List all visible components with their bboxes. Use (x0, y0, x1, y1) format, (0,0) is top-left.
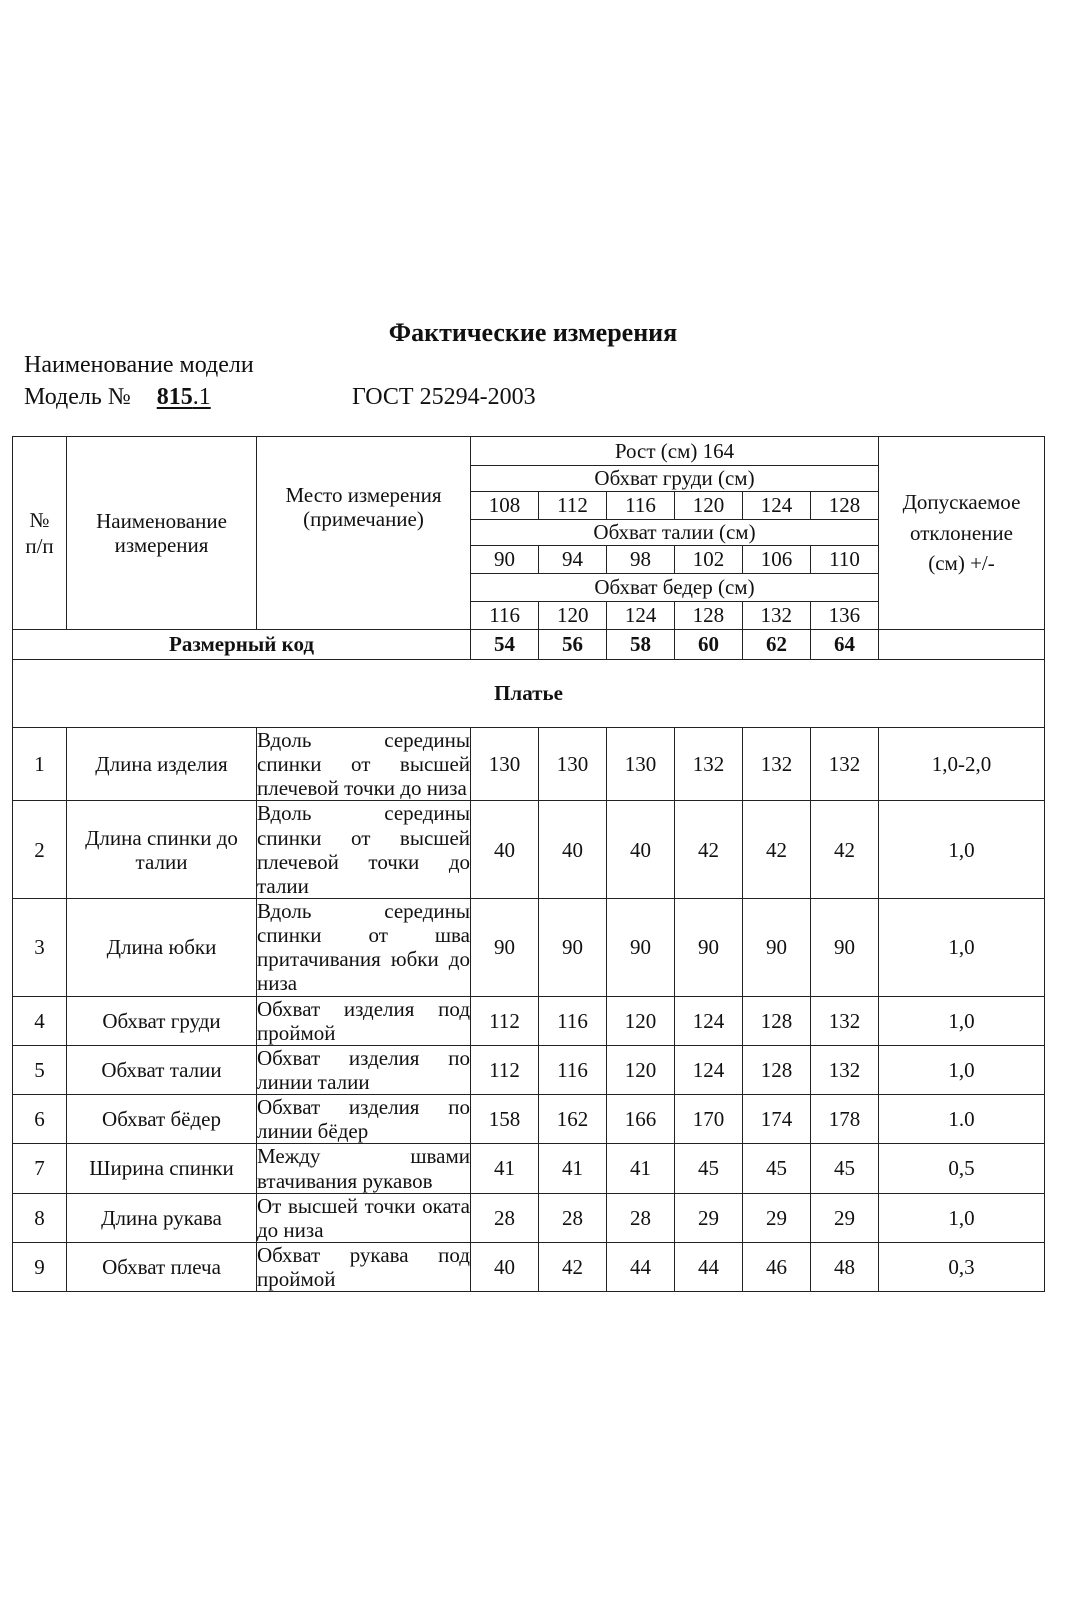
hips-value: 128 (674, 601, 742, 629)
row-value: 40 (471, 1242, 539, 1291)
hips-subtable (471, 574, 878, 629)
waist-value: 90 (471, 546, 539, 574)
hips-header: Обхват бедер (см) (471, 574, 878, 601)
row-number: 7 (13, 1144, 67, 1193)
row-note-line: притачивания юбки до (257, 947, 470, 972)
row-value: 120 (607, 996, 675, 1045)
row-value: 124 (675, 1045, 743, 1094)
row-note-line: спинки от высшей (257, 752, 470, 777)
row-value: 132 (675, 728, 743, 801)
size-code-row (13, 630, 1045, 660)
col-place-header: Место измерения (примечание) (257, 437, 471, 630)
row-value: 116 (539, 996, 607, 1045)
table-row (13, 1242, 1045, 1291)
hips-value: 124 (607, 601, 675, 629)
chest-header: Обхват груди (см) (471, 466, 879, 492)
waist-value: 102 (675, 546, 743, 574)
row-name: Обхват бёдер (67, 1095, 257, 1144)
row-value: 42 (811, 801, 879, 899)
row-note (257, 1144, 471, 1193)
row-note (257, 1193, 471, 1242)
row-value: 158 (471, 1095, 539, 1144)
row-value: 42 (675, 801, 743, 899)
row-note-line: плечевой точки до низа (257, 776, 467, 801)
row-number: 1 (13, 728, 67, 801)
size-code-label: Размерный код (13, 630, 471, 660)
row-value: 41 (539, 1144, 607, 1193)
row-tolerance: 1,0 (879, 1193, 1045, 1242)
row-value: 170 (675, 1095, 743, 1144)
row-note-line: Обхват изделия по (257, 1095, 470, 1120)
row-value: 162 (539, 1095, 607, 1144)
model-number-value: 815.1 (156, 384, 211, 410)
row-value: 116 (539, 1045, 607, 1094)
row-value: 28 (539, 1193, 607, 1242)
row-value: 132 (743, 728, 811, 801)
row-tolerance: 0,3 (879, 1242, 1045, 1291)
row-value: 90 (675, 898, 743, 996)
row-value: 130 (539, 728, 607, 801)
row-value: 28 (607, 1193, 675, 1242)
model-number-label: Модель № (24, 384, 131, 410)
table-row (13, 801, 1045, 899)
row-value: 44 (675, 1242, 743, 1291)
row-value: 132 (811, 728, 879, 801)
chest-value: 124 (743, 492, 811, 520)
row-value: 28 (471, 1193, 539, 1242)
row-name: Обхват талии (67, 1045, 257, 1094)
row-number: 5 (13, 1045, 67, 1094)
row-tolerance: 1,0 (879, 898, 1045, 996)
row-name: Обхват плеча (67, 1242, 257, 1291)
waist-value: 94 (539, 546, 607, 574)
size-code: 56 (539, 630, 607, 660)
table-row (13, 728, 1045, 801)
row-number: 9 (13, 1242, 67, 1291)
table-row (13, 996, 1045, 1045)
table-row (13, 1144, 1045, 1193)
row-number: 6 (13, 1095, 67, 1144)
row-name: Ширина спинки (67, 1144, 257, 1193)
row-name: Длина спинки до талии (67, 801, 257, 899)
row-note (257, 1242, 471, 1291)
row-note-line: Между швами (257, 1144, 470, 1169)
row-value: 178 (811, 1095, 879, 1144)
row-value: 44 (607, 1242, 675, 1291)
row-value: 29 (811, 1193, 879, 1242)
row-note-line: линии талии (257, 1069, 370, 1094)
row-value: 40 (471, 801, 539, 899)
row-value: 90 (811, 898, 879, 996)
row-note-line: проймой (257, 1267, 336, 1292)
row-value: 132 (811, 996, 879, 1045)
chest-value: 116 (607, 492, 675, 520)
col-num-header: № п/п (13, 437, 67, 630)
size-code: 62 (743, 630, 811, 660)
model-number-line (24, 384, 217, 411)
row-note (257, 996, 471, 1045)
row-name: Длина изделия (67, 728, 257, 801)
measurement-table (12, 436, 1045, 1292)
row-name: Длина юбки (67, 898, 257, 996)
row-note-line: до низа (257, 1217, 324, 1242)
row-note-line: Обхват изделия под (257, 996, 470, 1021)
hips-value: 136 (828, 603, 861, 628)
row-number: 2 (13, 801, 67, 899)
waist-header: Обхват талии (см) (471, 520, 879, 546)
row-note-line: втачивания рукавов (257, 1168, 433, 1193)
row-note (257, 898, 471, 996)
row-value: 29 (675, 1193, 743, 1242)
row-note-line: талии (257, 873, 309, 898)
row-note-line: проймой (257, 1020, 336, 1045)
row-note-line: плечевой точки до (257, 849, 470, 874)
row-note-line: спинки от шва (257, 923, 470, 948)
size-code: 64 (811, 630, 879, 660)
row-value: 45 (675, 1144, 743, 1193)
chest-value: 120 (675, 492, 743, 520)
table-row (13, 1095, 1045, 1144)
col-tolerance-header: Допускаемое отклонение (см) +/- (879, 437, 1045, 630)
row-value: 40 (607, 801, 675, 899)
row-value: 40 (539, 801, 607, 899)
row-note (257, 1045, 471, 1094)
row-tolerance: 1,0 (879, 996, 1045, 1045)
row-number: 8 (13, 1193, 67, 1242)
row-note-line: От высшей точки оката (257, 1193, 470, 1218)
table-row (13, 1045, 1045, 1094)
row-name: Длина рукава (67, 1193, 257, 1242)
row-name: Обхват груди (67, 996, 257, 1045)
row-value: 42 (743, 801, 811, 899)
hips-value: 120 (539, 601, 607, 629)
row-note (257, 1095, 471, 1144)
row-value: 128 (743, 1045, 811, 1094)
row-note-line: Вдоль середины (257, 898, 470, 923)
row-value: 42 (539, 1242, 607, 1291)
col-name-header: Наименование измерения (67, 437, 257, 630)
row-tolerance: 0,5 (879, 1144, 1045, 1193)
row-value: 124 (675, 996, 743, 1045)
row-number: 3 (13, 898, 67, 996)
row-note-line: линии бёдер (257, 1119, 369, 1144)
chest-value: 112 (539, 492, 607, 520)
size-code-blank (879, 630, 1045, 660)
hips-value: 132 (742, 601, 810, 629)
waist-value: 106 (743, 546, 811, 574)
row-value: 41 (607, 1144, 675, 1193)
row-note-line: Вдоль середины (257, 801, 470, 826)
row-value: 45 (811, 1144, 879, 1193)
row-value: 130 (471, 728, 539, 801)
row-value: 46 (743, 1242, 811, 1291)
size-code: 60 (675, 630, 743, 660)
row-value: 90 (607, 898, 675, 996)
row-value: 29 (743, 1193, 811, 1242)
model-name-label: Наименование модели (24, 352, 254, 378)
chest-value: 108 (471, 492, 539, 520)
row-value: 112 (471, 996, 539, 1045)
table-row (13, 898, 1045, 996)
row-note (257, 728, 471, 801)
size-code: 58 (607, 630, 675, 660)
row-value: 130 (607, 728, 675, 801)
row-value: 132 (811, 1045, 879, 1094)
waist-value: 110 (811, 546, 879, 574)
row-tolerance: 1.0 (879, 1095, 1045, 1144)
row-value: 90 (539, 898, 607, 996)
row-note-line: низа (257, 971, 298, 996)
row-tolerance: 1,0-2,0 (879, 728, 1045, 801)
section-title: Платье (13, 660, 1045, 728)
row-value: 41 (471, 1144, 539, 1193)
gost-standard: ГОСТ 25294-2003 (352, 384, 536, 410)
waist-value: 98 (607, 546, 675, 574)
row-value: 174 (743, 1095, 811, 1144)
row-tolerance: 1,0 (879, 801, 1045, 899)
table-row (13, 1193, 1045, 1242)
row-value: 90 (471, 898, 539, 996)
height-header: Рост (см) 164 (471, 437, 879, 466)
row-number: 4 (13, 996, 67, 1045)
hips-value: 116 (471, 601, 539, 629)
row-value: 166 (607, 1095, 675, 1144)
row-note-line: Обхват изделия по (257, 1045, 470, 1070)
row-value: 128 (743, 996, 811, 1045)
row-value: 48 (811, 1242, 879, 1291)
row-note-line: Обхват рукава под (257, 1242, 470, 1267)
row-value: 45 (743, 1144, 811, 1193)
hips-cell (471, 574, 879, 630)
row-note (257, 801, 471, 899)
row-value: 112 (471, 1045, 539, 1094)
page-title: Фактические измерения (388, 318, 678, 347)
chest-value: 128 (811, 492, 879, 520)
row-note-line: спинки от высшей (257, 825, 470, 850)
row-value: 90 (743, 898, 811, 996)
row-value: 120 (607, 1045, 675, 1094)
size-code: 54 (471, 630, 539, 660)
row-note-line: Вдоль середины (257, 728, 470, 752)
row-tolerance: 1,0 (879, 1045, 1045, 1094)
